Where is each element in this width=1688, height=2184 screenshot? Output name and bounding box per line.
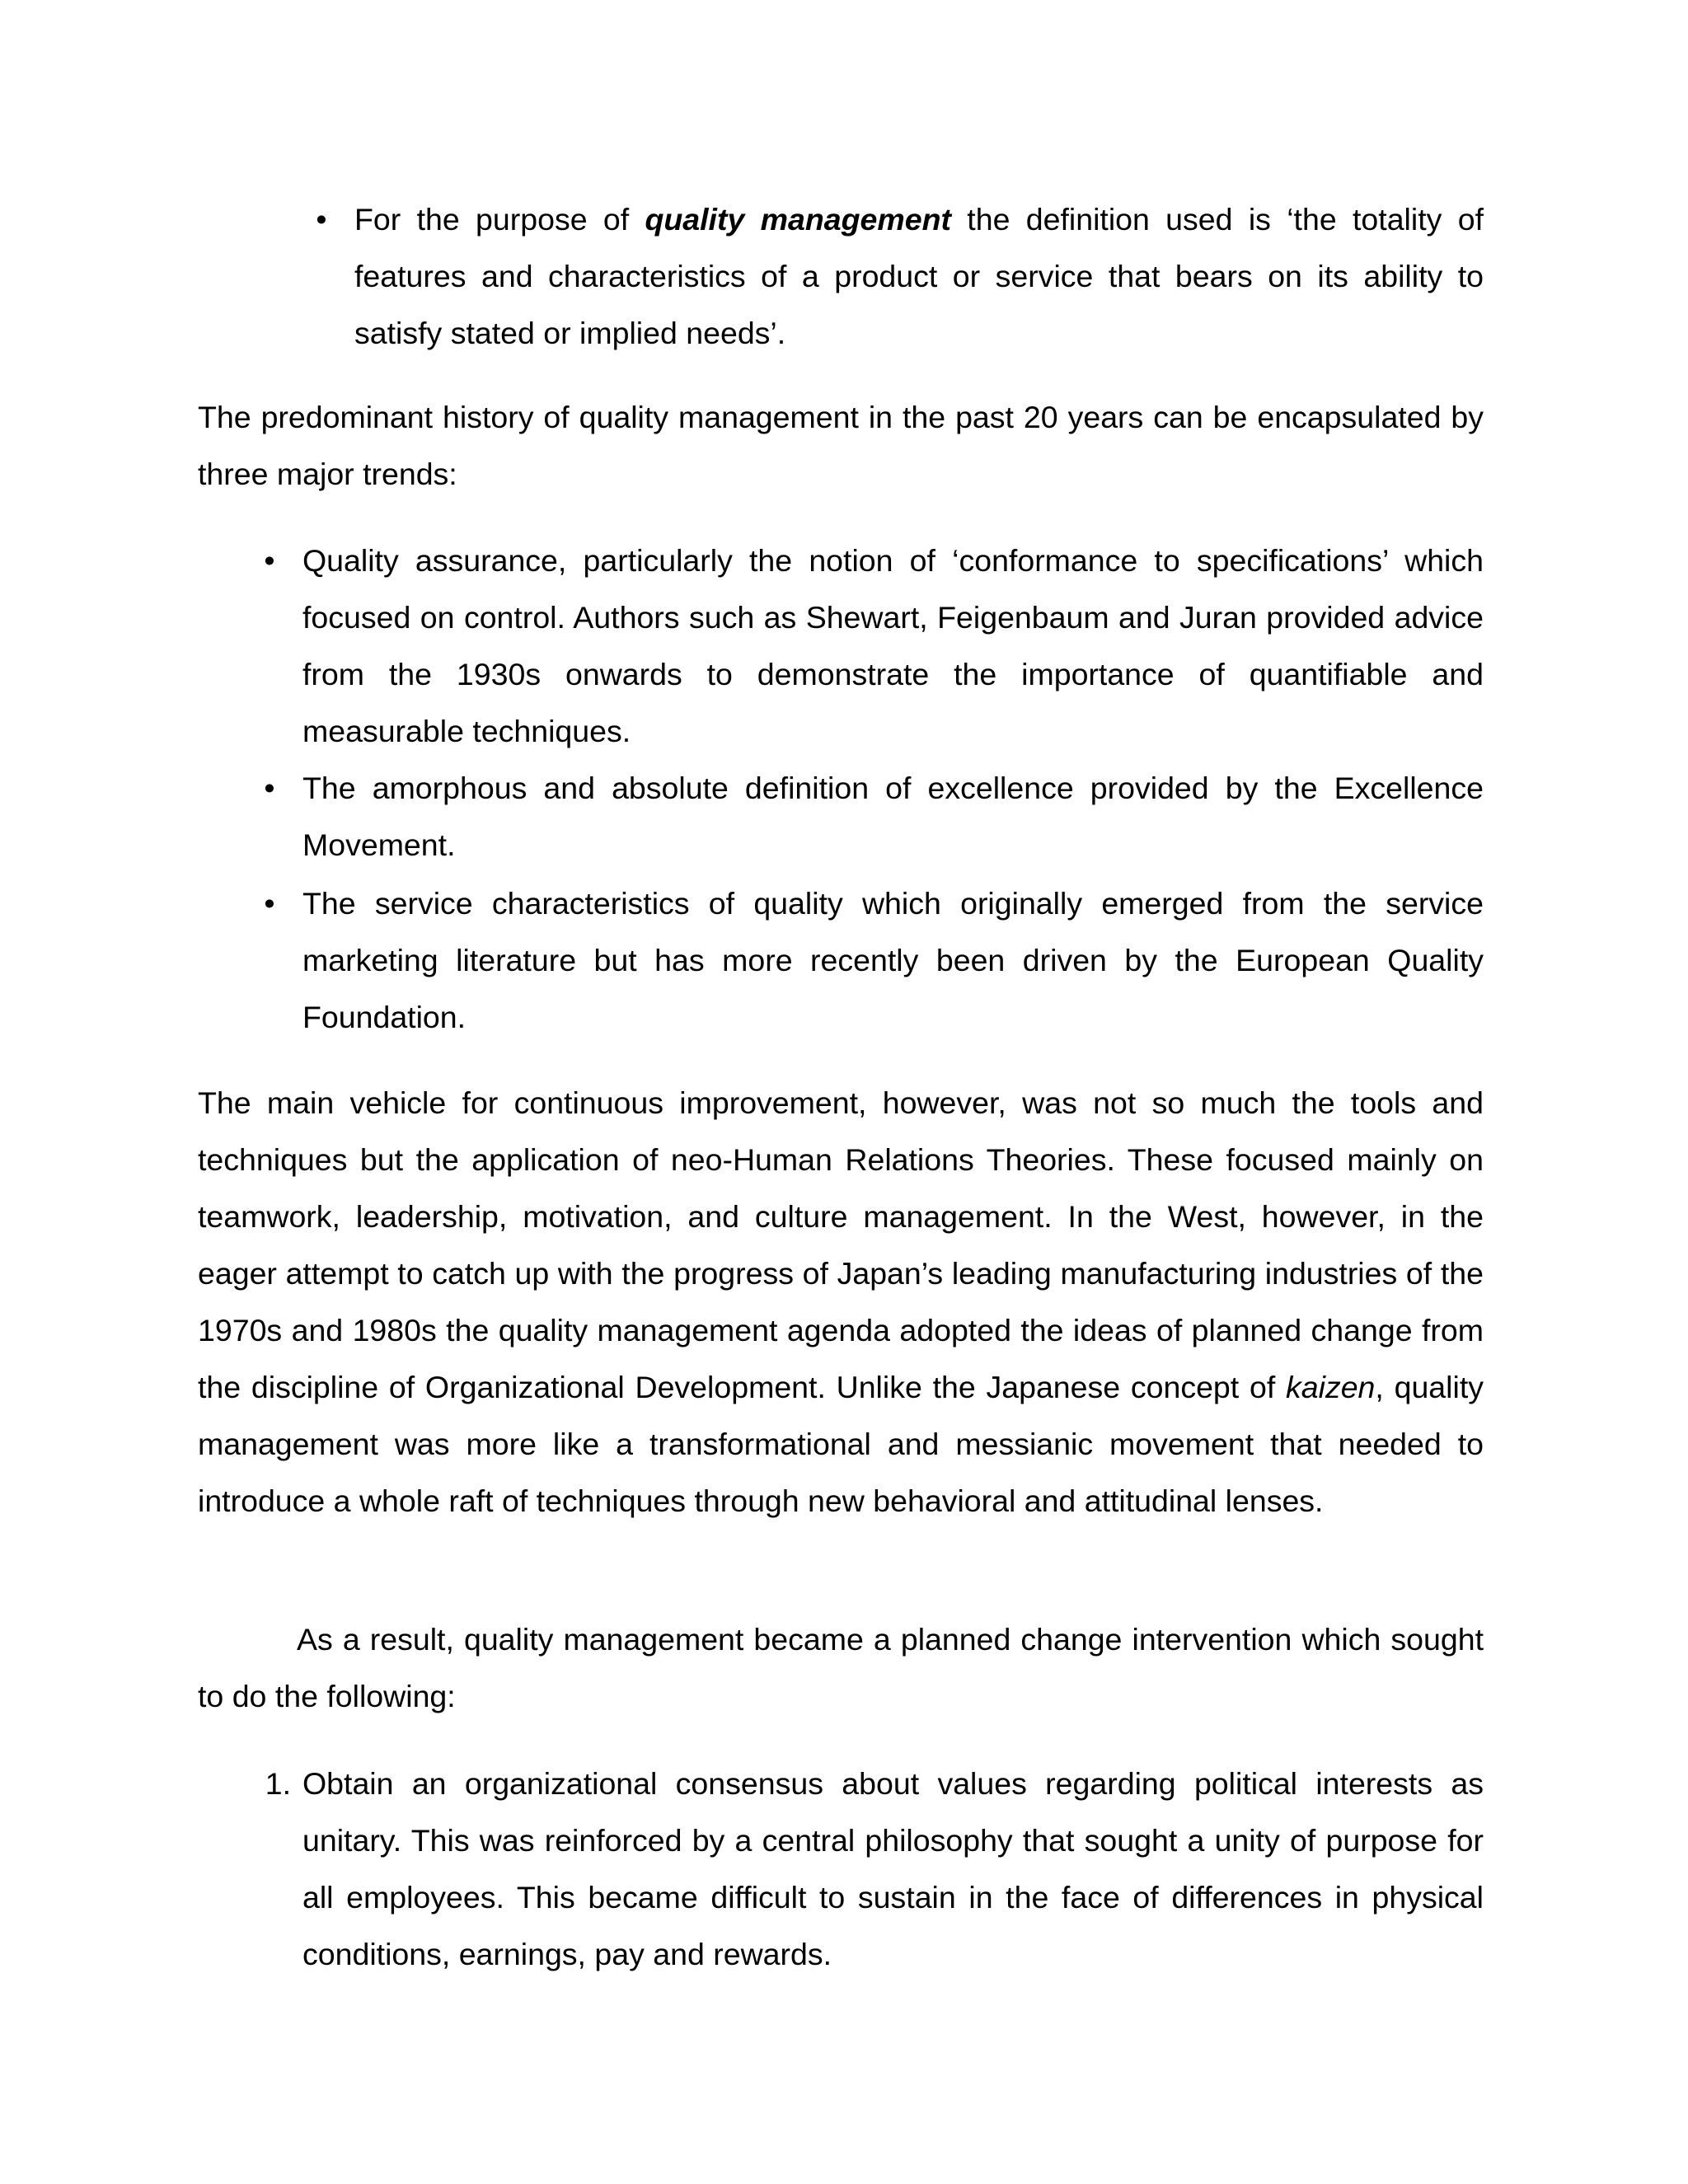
numbered-item bbox=[265, 1755, 1484, 1983]
main-paragraph-text-end: , quality management was more like a transformational and messianic movement that needed to introduce a whole raft of techniques through new behavioral and attitudinal lenses. bbox=[198, 1370, 1484, 1518]
main-paragraph-text-start: The main vehicle for continuous improvement, however, was not so much the tools and techniques but the application of neo-Human Relations Theories. These focused mainly on teamwork, leadership, motivation, and culture management. In the West, however, in the eager attempt to catch up with the progress of Japan’s leading manufacturing industries of the 1970s and 1980s the quality management agenda adopted the ideas of planned change from the discipline of Organizational Development. Unlike the Japanese concept of bbox=[198, 1085, 1484, 1404]
list-item-text: Quality assurance, particularly the notion of ‘conformance to specifications’ which focused on control. Authors such as Shewart, Feigenbaum and Juran provided advice from the 1930s onwards to demonstrate the importance of quantifiable and measurable techniques. bbox=[302, 543, 1484, 748]
bullet-marker: • bbox=[316, 202, 327, 237]
list-item bbox=[264, 760, 1484, 874]
list-item bbox=[264, 875, 1484, 1046]
definition-text-end: the definition used is ‘the totality of features and characteristics of a product or service that bears on its ability to satisfy stated or implied needs’. bbox=[354, 202, 1484, 350]
list-item-text: The amorphous and absolute definition of excellence provided by the Excellence Movement. bbox=[302, 771, 1484, 862]
intro-paragraph: The predominant history of quality management in the past 20 years can be encapsulated by three major trends: bbox=[198, 400, 1484, 491]
item-number: 1. bbox=[265, 1766, 291, 1801]
numbered-item-text: Obtain an organizational consensus about values regarding political interests as unitary. This was reinforced by a central philosophy that sought a unity of purpose for all employees. This became difficult to sustain in the face of differences in physical conditions, earnings, pay and rewards. bbox=[302, 1766, 1484, 1971]
kaizen-term: kaizen bbox=[1286, 1370, 1376, 1404]
bullet-marker: • bbox=[264, 886, 275, 921]
main-paragraph bbox=[198, 1075, 1484, 1530]
list-item-text: The service characteristics of quality which originally emerged from the service marketing literature but has more recently been driven by the European Quality Foundation. bbox=[302, 886, 1484, 1034]
list-item bbox=[264, 532, 1484, 760]
bullet-marker: • bbox=[264, 771, 275, 805]
result-paragraph: As a result, quality management became a planned change intervention which sought to do the following: bbox=[198, 1622, 1484, 1713]
definition-text-start: For the purpose of bbox=[354, 202, 645, 237]
definition-bullet bbox=[316, 191, 1484, 362]
bullet-marker: • bbox=[264, 543, 275, 578]
definition-emphasis: quality management bbox=[645, 202, 951, 237]
